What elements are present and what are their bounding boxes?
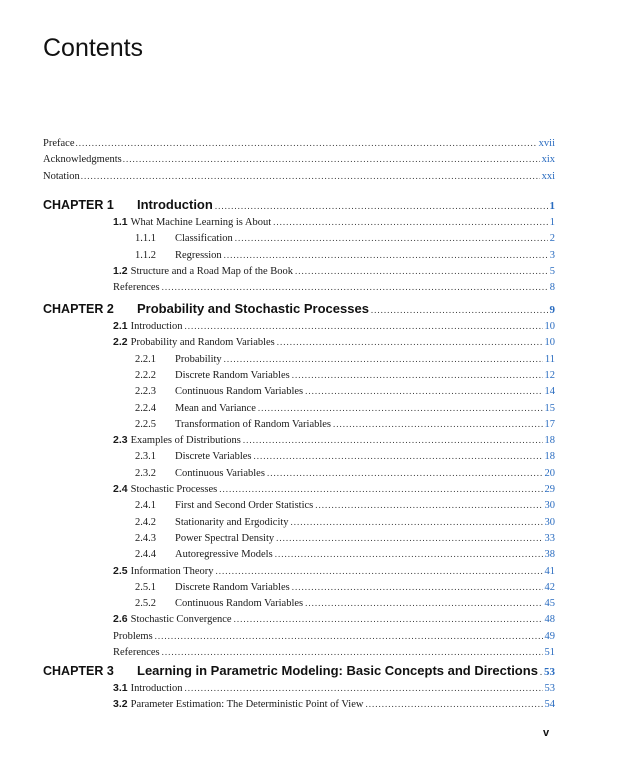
subsection-number: 2.4.3 bbox=[135, 532, 156, 544]
leader-dots bbox=[185, 680, 543, 696]
toc-entry-front[interactable] bbox=[43, 168, 555, 184]
toc-subsection[interactable] bbox=[135, 497, 555, 513]
toc-entry-front[interactable] bbox=[43, 135, 555, 151]
toc-entry-page[interactable]: 33 bbox=[544, 532, 555, 544]
toc-entry-title: Preface bbox=[43, 138, 75, 149]
toc-subsection[interactable] bbox=[135, 400, 555, 416]
leader-dots bbox=[365, 696, 542, 712]
toc-entry-page[interactable]: 29 bbox=[544, 484, 555, 495]
toc-section[interactable] bbox=[113, 680, 555, 696]
toc-entry-page[interactable]: 38 bbox=[544, 549, 555, 561]
toc-section[interactable] bbox=[113, 611, 555, 627]
toc-entry-page[interactable]: 30 bbox=[544, 500, 555, 512]
leader-dots bbox=[224, 247, 548, 263]
section-title: Stochastic Convergence bbox=[130, 614, 232, 626]
toc-subsection[interactable] bbox=[135, 530, 555, 546]
toc-entry-page[interactable]: 8 bbox=[549, 282, 555, 294]
toc-entry-page[interactable]: xxi bbox=[541, 170, 555, 182]
toc-entry-page[interactable]: 15 bbox=[544, 402, 555, 414]
leader-dots bbox=[292, 579, 543, 595]
subsection-number: 1.1.2 bbox=[135, 249, 156, 261]
leader-dots bbox=[333, 416, 542, 432]
toc-section[interactable] bbox=[113, 563, 555, 579]
leader-dots bbox=[295, 263, 548, 279]
section-number: 1.2 bbox=[113, 264, 128, 277]
toc-entry-page[interactable]: 42 bbox=[544, 581, 555, 593]
leader-dots bbox=[75, 135, 536, 151]
leader-dots bbox=[216, 563, 543, 579]
leader-dots bbox=[291, 514, 543, 530]
leader-dots bbox=[162, 644, 543, 660]
subsection-number: 2.2.2 bbox=[135, 369, 156, 381]
section-number: 3.2 bbox=[113, 698, 128, 711]
toc-chapter[interactable] bbox=[43, 195, 555, 215]
toc-entry-page[interactable]: 20 bbox=[544, 467, 555, 479]
chapter-page[interactable]: 9 bbox=[549, 304, 555, 316]
toc-section[interactable] bbox=[113, 696, 555, 712]
toc-section[interactable] bbox=[113, 318, 555, 334]
leader-dots bbox=[253, 448, 542, 464]
toc-entry-page[interactable]: xvii bbox=[538, 138, 555, 149]
section-title: Probability and Random Variables bbox=[130, 337, 275, 349]
section-title: Introduction bbox=[130, 321, 183, 332]
chapter-label: CHAPTER 3 bbox=[43, 664, 114, 678]
toc-section[interactable] bbox=[113, 334, 555, 350]
subsection-number: 2.3.1 bbox=[135, 451, 156, 463]
leader-dots bbox=[305, 595, 542, 611]
toc-entry-title: Acknowledgments bbox=[43, 154, 122, 166]
toc-entry-page[interactable]: 49 bbox=[544, 630, 555, 642]
subsection-title: Mean and Variance bbox=[175, 402, 256, 414]
toc-entry-page[interactable]: xix bbox=[541, 154, 555, 166]
toc-entry-page[interactable]: 18 bbox=[544, 451, 555, 463]
section-number: 2.5 bbox=[113, 564, 128, 577]
subsection-number: 2.2.5 bbox=[135, 418, 156, 430]
toc-entry-page[interactable]: 1 bbox=[549, 217, 555, 228]
toc-entry-page[interactable]: 2 bbox=[549, 233, 555, 245]
leader-dots bbox=[235, 230, 548, 246]
subsection-title: Probability bbox=[175, 353, 222, 365]
subsection-title: First and Second Order Statistics bbox=[175, 500, 314, 512]
toc-entry-page[interactable]: 30 bbox=[544, 516, 555, 528]
toc-entry-page[interactable]: 14 bbox=[544, 386, 555, 398]
toc-entry-page[interactable]: 45 bbox=[544, 598, 555, 610]
toc-subsection[interactable] bbox=[135, 367, 555, 383]
leader-dots bbox=[185, 318, 543, 334]
toc-entry-page[interactable]: 53 bbox=[544, 683, 555, 694]
toc-section[interactable] bbox=[113, 481, 555, 497]
chapter-label: CHAPTER 2 bbox=[43, 302, 114, 316]
section-number: 2.3 bbox=[113, 434, 128, 447]
toc-entry-front[interactable] bbox=[43, 151, 555, 167]
leader-dots bbox=[371, 300, 548, 320]
section-number: 2.2 bbox=[113, 336, 128, 349]
chapter-page[interactable]: 1 bbox=[549, 200, 555, 212]
toc-subsection[interactable] bbox=[135, 416, 555, 432]
toc-chapter[interactable] bbox=[43, 299, 555, 319]
toc-subsection[interactable] bbox=[135, 514, 555, 530]
toc-entry-title: References bbox=[113, 647, 160, 658]
section-number: 3.1 bbox=[113, 682, 128, 694]
toc-subsection[interactable] bbox=[135, 465, 555, 481]
chapter-page[interactable]: 53 bbox=[544, 666, 555, 678]
leader-dots bbox=[275, 546, 543, 562]
leader-dots bbox=[305, 383, 542, 399]
leader-dots bbox=[155, 628, 543, 644]
page-title: Contents bbox=[43, 34, 144, 62]
subsection-title: Continuous Random Variables bbox=[175, 598, 304, 610]
toc-section[interactable] bbox=[113, 263, 555, 279]
subsection-title: Discrete Random Variables bbox=[175, 581, 290, 593]
subsection-title: Autoregressive Models bbox=[175, 549, 273, 561]
subsection-title: Discrete Variables bbox=[175, 451, 252, 463]
section-number: 2.4 bbox=[113, 483, 128, 495]
subsection-title: Transformation of Random Variables bbox=[175, 418, 332, 430]
toc-entry-page[interactable]: 54 bbox=[544, 699, 555, 711]
subsection-number: 2.5.2 bbox=[135, 598, 156, 610]
section-number: 2.1 bbox=[113, 320, 128, 332]
toc-subsection[interactable] bbox=[135, 351, 555, 367]
toc-subsection[interactable] bbox=[135, 230, 555, 246]
toc-entry-page[interactable]: 12 bbox=[544, 369, 555, 381]
leader-dots bbox=[162, 279, 548, 295]
toc-entry-page[interactable]: 18 bbox=[544, 435, 555, 447]
toc-entry-page[interactable]: 10 bbox=[544, 321, 555, 332]
toc-entry-page[interactable]: 17 bbox=[544, 418, 555, 430]
leader-dots bbox=[276, 530, 542, 546]
section-title: Introduction bbox=[130, 683, 183, 694]
subsection-number: 2.2.1 bbox=[135, 353, 156, 365]
section-title: Parameter Estimation: The Deterministic Point of View bbox=[130, 699, 364, 711]
toc-entry-title: Notation bbox=[43, 170, 80, 182]
leader-dots bbox=[267, 465, 543, 481]
leader-dots bbox=[234, 611, 543, 627]
subsection-title: Power Spectral Density bbox=[175, 532, 275, 544]
section-title: Examples of Distributions bbox=[130, 435, 241, 447]
section-number: 2.6 bbox=[113, 613, 128, 626]
toc-entry-page[interactable]: 3 bbox=[549, 249, 555, 261]
toc-section[interactable] bbox=[113, 432, 555, 448]
toc-entry-page[interactable]: 51 bbox=[544, 647, 555, 658]
toc-subsection[interactable] bbox=[135, 448, 555, 464]
leader-dots bbox=[273, 214, 548, 230]
toc-entry-page[interactable]: 41 bbox=[544, 565, 555, 577]
subsection-number: 2.2.3 bbox=[135, 386, 156, 398]
section-number: 1.1 bbox=[113, 216, 128, 228]
leader-dots bbox=[123, 151, 540, 167]
subsection-number: 2.4.1 bbox=[135, 500, 156, 512]
chapter-title: Learning in Parametric Modeling: Basic Concepts and Directions bbox=[137, 663, 538, 678]
leader-dots bbox=[215, 196, 548, 216]
subsection-title: Stationarity and Ergodicity bbox=[175, 516, 289, 528]
subsection-title: Regression bbox=[175, 249, 222, 261]
leader-dots bbox=[292, 367, 543, 383]
subsection-number: 2.2.4 bbox=[135, 402, 156, 414]
section-title: Stochastic Processes bbox=[130, 484, 218, 495]
toc-entry-page[interactable]: 10 bbox=[544, 337, 555, 349]
chapter-label: CHAPTER 1 bbox=[43, 198, 114, 212]
leader-dots bbox=[277, 334, 543, 350]
toc-subsection[interactable] bbox=[135, 546, 555, 562]
subsection-number: 1.1.1 bbox=[135, 233, 156, 245]
section-title: What Machine Learning is About bbox=[130, 217, 272, 228]
toc-subsection[interactable] bbox=[135, 595, 555, 611]
leader-dots bbox=[224, 351, 543, 367]
toc-entry-page[interactable]: 48 bbox=[544, 614, 555, 626]
toc-entry-page[interactable]: 5 bbox=[549, 265, 555, 277]
subsection-number: 2.4.2 bbox=[135, 516, 156, 528]
toc-entry-title: Problems bbox=[113, 630, 153, 642]
toc-section[interactable] bbox=[113, 214, 555, 230]
toc-entry-backmatter[interactable] bbox=[113, 279, 555, 295]
toc-subsection[interactable] bbox=[135, 383, 555, 399]
toc-entry-backmatter[interactable] bbox=[113, 628, 555, 644]
chapter-title: Probability and Stochastic Processes bbox=[137, 301, 369, 316]
toc-subsection[interactable] bbox=[135, 247, 555, 263]
subsection-title: Discrete Random Variables bbox=[175, 369, 290, 381]
chapter-title: Introduction bbox=[137, 197, 213, 212]
subsection-title: Classification bbox=[175, 233, 233, 245]
leader-dots bbox=[258, 400, 543, 416]
toc-chapter[interactable] bbox=[43, 661, 555, 681]
leader-dots bbox=[540, 662, 542, 682]
page-number: v bbox=[543, 727, 550, 739]
leader-dots bbox=[219, 481, 542, 497]
subsection-number: 2.3.2 bbox=[135, 467, 156, 479]
leader-dots bbox=[315, 497, 542, 513]
toc-subsection[interactable] bbox=[135, 579, 555, 595]
toc-entry-page[interactable]: 11 bbox=[544, 353, 555, 365]
section-title: Information Theory bbox=[130, 565, 214, 577]
leader-dots bbox=[81, 168, 540, 184]
toc-entry-title: References bbox=[113, 282, 160, 294]
toc-entry-backmatter[interactable] bbox=[113, 644, 555, 660]
subsection-title: Continuous Variables bbox=[175, 467, 265, 479]
subsection-title: Continuous Random Variables bbox=[175, 386, 304, 398]
subsection-number: 2.4.4 bbox=[135, 549, 156, 561]
leader-dots bbox=[243, 432, 543, 448]
subsection-number: 2.5.1 bbox=[135, 581, 156, 593]
section-title: Structure and a Road Map of the Book bbox=[130, 265, 294, 277]
